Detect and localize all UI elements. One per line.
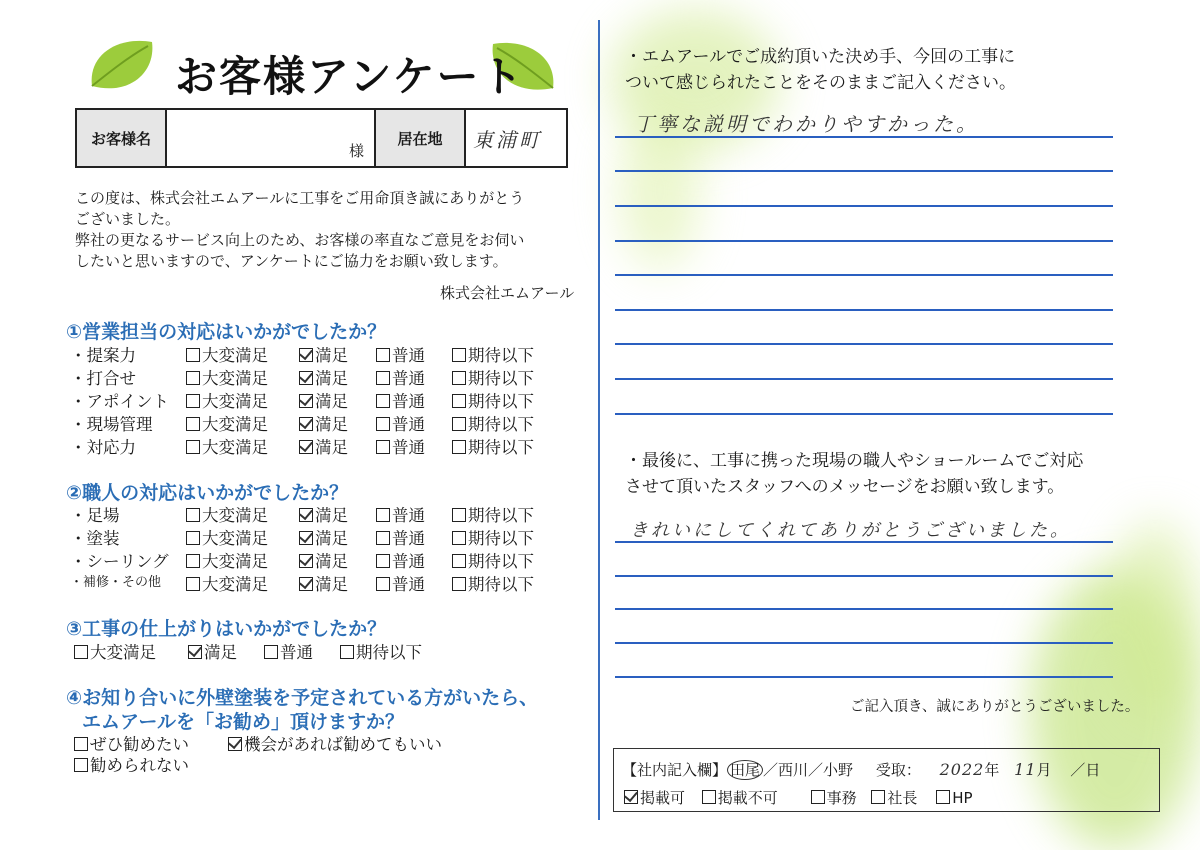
publish-ok-option[interactable]: 掲載可 bbox=[624, 789, 685, 807]
q3-option-4[interactable]: 期待以下 bbox=[340, 639, 422, 663]
checkbox-icon bbox=[376, 371, 390, 385]
checkbox-icon bbox=[186, 348, 200, 362]
checkbox-icon bbox=[376, 531, 390, 545]
checkbox-checked-icon bbox=[188, 645, 202, 659]
checkbox-icon bbox=[186, 577, 200, 591]
office-label: 【社内記入欄】 bbox=[622, 761, 728, 779]
checkbox-icon bbox=[452, 531, 466, 545]
q1-row-label: ・打合せ bbox=[70, 369, 136, 388]
answer-line bbox=[615, 413, 1113, 415]
checkbox-icon bbox=[452, 348, 466, 362]
address-field[interactable] bbox=[465, 109, 567, 167]
q2-option-1[interactable]: 大変満足 bbox=[186, 525, 268, 549]
shacho-option[interactable]: 社長 bbox=[871, 789, 917, 807]
q1-option-4[interactable]: 期待以下 bbox=[452, 342, 534, 366]
q4-option-3[interactable]: 勧められない bbox=[74, 752, 189, 776]
q2-option-3[interactable]: 普通 bbox=[376, 571, 425, 595]
q2-option-3[interactable]: 普通 bbox=[376, 502, 425, 526]
q1-option-3[interactable]: 普通 bbox=[376, 388, 425, 412]
q3-option-2[interactable]: 満足 bbox=[188, 639, 237, 663]
answer-line bbox=[615, 309, 1113, 311]
checkbox-icon bbox=[376, 508, 390, 522]
leaf-icon-left bbox=[86, 36, 158, 96]
q1-option-2[interactable]: 満足 bbox=[299, 388, 348, 412]
q1-option-1[interactable]: 大変満足 bbox=[186, 342, 268, 366]
q4-option-1[interactable]: ぜひ勧めたい bbox=[74, 731, 189, 755]
checkbox-checked-icon bbox=[299, 531, 313, 545]
q2-option-1[interactable]: 大変満足 bbox=[186, 502, 268, 526]
q2-option-3[interactable]: 普通 bbox=[376, 525, 425, 549]
q2-row-label: ・塗装 bbox=[70, 529, 120, 548]
checkbox-checked-icon bbox=[299, 417, 313, 431]
checkbox-checked-icon bbox=[624, 790, 638, 804]
checkbox-checked-icon bbox=[299, 554, 313, 568]
name-label: お客様名 bbox=[76, 109, 166, 167]
q1-option-1[interactable]: 大変満足 bbox=[186, 411, 268, 435]
company-name: 株式会社エムアール bbox=[440, 284, 575, 302]
checkbox-icon bbox=[452, 577, 466, 591]
name-field[interactable] bbox=[166, 109, 375, 167]
answer-line bbox=[615, 274, 1113, 276]
q2-option-4[interactable]: 期待以下 bbox=[452, 571, 534, 595]
staff-tao[interactable]: 田尾 bbox=[727, 760, 763, 780]
q2-heading: ②職人の対応はいかがでしたか？ bbox=[66, 482, 349, 504]
checkbox-icon bbox=[74, 737, 88, 751]
checkbox-icon bbox=[376, 417, 390, 431]
answer-line bbox=[615, 378, 1113, 380]
checkbox-icon bbox=[186, 531, 200, 545]
q1-option-4[interactable]: 期待以下 bbox=[452, 411, 534, 435]
checkbox-icon bbox=[74, 645, 88, 659]
q2-option-3[interactable]: 普通 bbox=[376, 548, 425, 572]
q2-option-4[interactable]: 期待以下 bbox=[452, 502, 534, 526]
q1-option-4[interactable]: 期待以下 bbox=[452, 365, 534, 389]
checkbox-icon bbox=[340, 645, 354, 659]
checkbox-checked-icon bbox=[228, 737, 242, 751]
answer-line bbox=[615, 205, 1113, 207]
checkbox-icon bbox=[376, 554, 390, 568]
q1-option-2[interactable]: 満足 bbox=[299, 411, 348, 435]
checkbox-icon bbox=[376, 440, 390, 454]
q2-option-4[interactable]: 期待以下 bbox=[452, 525, 534, 549]
name-suffix: 様 bbox=[348, 141, 364, 160]
answer-line bbox=[615, 676, 1113, 678]
q2-option-2[interactable]: 満足 bbox=[299, 571, 348, 595]
prompt1: ・エムアールでご成約頂いた決め手、今回の工事に ついて感じられたことをそのままご記入ください。 bbox=[625, 47, 1016, 93]
q1-row-label: ・対応力 bbox=[70, 438, 136, 457]
checkbox-icon bbox=[702, 790, 716, 804]
page-title: お客様アンケート bbox=[175, 52, 525, 101]
q4-option-2[interactable]: 機会があれば勧めてもいい bbox=[228, 731, 442, 755]
received-label: 受取： bbox=[875, 761, 921, 779]
checkbox-icon bbox=[936, 790, 950, 804]
q2-option-1[interactable]: 大変満足 bbox=[186, 571, 268, 595]
checkbox-icon bbox=[186, 417, 200, 431]
checkbox-icon bbox=[376, 394, 390, 408]
q4-heading-line2: エムアールを「お勧め」頂けますか？ bbox=[82, 711, 405, 733]
checkbox-icon bbox=[452, 508, 466, 522]
answer-line bbox=[615, 575, 1113, 577]
q1-option-2[interactable]: 満足 bbox=[299, 342, 348, 366]
q1-row-label: ・提案力 bbox=[70, 346, 136, 365]
checkbox-icon bbox=[452, 371, 466, 385]
q2-option-2[interactable]: 満足 bbox=[299, 525, 348, 549]
checkbox-checked-icon bbox=[299, 508, 313, 522]
checkbox-icon bbox=[74, 758, 88, 772]
prompt2: ・最後に、工事に携った現場の職人やショールームでご対応 させて頂いたスタッフへのメッセージをお願い致します。 bbox=[625, 451, 1084, 497]
checkbox-icon bbox=[186, 554, 200, 568]
publish-ng-option[interactable]: 掲載不可 bbox=[702, 789, 778, 807]
intro-text: この度は、株式会社エムアールに工事をご用命頂き誠にありがとう ございました。 弊社の更なるサービス向上のため、お客様の率直なご意見をお伺い したいと思いますので、アンケートにご協力をお願い致します。 bbox=[75, 189, 525, 270]
checkbox-icon bbox=[264, 645, 278, 659]
address-value: 東浦町 bbox=[473, 127, 542, 152]
received-month[interactable]: 11 bbox=[1014, 760, 1037, 779]
q2-row-label: ・足場 bbox=[70, 506, 120, 525]
checkbox-checked-icon bbox=[299, 348, 313, 362]
q1-option-1[interactable]: 大変満足 bbox=[186, 365, 268, 389]
checkbox-checked-icon bbox=[299, 577, 313, 591]
q1-option-3[interactable]: 普通 bbox=[376, 411, 425, 435]
checkbox-checked-icon bbox=[299, 371, 313, 385]
checkbox-icon bbox=[452, 394, 466, 408]
q4-heading-line1: ④お知り合いに外壁塗装を予定されている方がいたら、 bbox=[66, 687, 539, 709]
answer-line bbox=[615, 170, 1113, 172]
checkbox-icon bbox=[186, 394, 200, 408]
answer-line bbox=[615, 240, 1113, 242]
q3-option-3[interactable]: 普通 bbox=[264, 639, 313, 663]
checkbox-icon bbox=[376, 348, 390, 362]
thanks-text: ご記入頂き、誠にありがとうございました。 bbox=[850, 699, 1140, 715]
q1-option-3[interactable]: 普通 bbox=[376, 365, 425, 389]
checkbox-icon bbox=[186, 508, 200, 522]
q3-heading: ③工事の仕上がりはいかがでしたか？ bbox=[66, 618, 387, 640]
checkbox-icon bbox=[811, 790, 825, 804]
q1-row-label: ・現場管理 bbox=[70, 415, 153, 434]
q1-option-3[interactable]: 普通 bbox=[376, 434, 425, 458]
answer2[interactable]: きれいにしてくれてありがとうございました。 bbox=[630, 520, 1071, 541]
checkbox-icon bbox=[186, 440, 200, 454]
hp-option[interactable]: HP bbox=[936, 789, 972, 807]
q1-heading: ①営業担当の対応はいかがでしたか？ bbox=[66, 321, 387, 343]
q1-option-2[interactable]: 満足 bbox=[299, 434, 348, 458]
checkbox-icon bbox=[376, 577, 390, 591]
checkbox-icon bbox=[871, 790, 885, 804]
q1-option-1[interactable]: 大変満足 bbox=[186, 388, 268, 412]
column-divider bbox=[598, 20, 600, 820]
q1-option-2[interactable]: 満足 bbox=[299, 365, 348, 389]
q2-option-1[interactable]: 大変満足 bbox=[186, 548, 268, 572]
checkbox-icon bbox=[452, 440, 466, 454]
year-unit: 年 bbox=[984, 761, 1000, 779]
answer-line bbox=[615, 343, 1113, 345]
checkbox-checked-icon bbox=[299, 394, 313, 408]
checkbox-icon bbox=[452, 417, 466, 431]
jimu-option[interactable]: 事務 bbox=[811, 789, 857, 807]
staff-others: ／西川／小野 bbox=[763, 761, 854, 779]
answer-line bbox=[615, 642, 1113, 644]
q2-row-label: ・シーリング bbox=[70, 552, 169, 571]
address-label: 居在地 bbox=[375, 109, 465, 167]
answer-line bbox=[615, 541, 1113, 543]
customer-info-table bbox=[75, 108, 568, 168]
q3-option-1[interactable]: 大変満足 bbox=[74, 639, 156, 663]
q1-row-label: ・アポイント bbox=[70, 392, 169, 411]
checkbox-icon bbox=[186, 371, 200, 385]
office-use-box: 【社内記入欄】 田尾 ／西川／小野 受取： 2022年 11月 ／日 掲載可 掲載不可 事務 社長 HP bbox=[613, 748, 1160, 812]
q1-option-1[interactable]: 大変満足 bbox=[186, 434, 268, 458]
answer-line bbox=[615, 136, 1113, 138]
q1-option-3[interactable]: 普通 bbox=[376, 342, 425, 366]
q1-option-4[interactable]: 期待以下 bbox=[452, 434, 534, 458]
checkbox-checked-icon bbox=[299, 440, 313, 454]
q2-option-2[interactable]: 満足 bbox=[299, 548, 348, 572]
month-unit: 月 bbox=[1036, 761, 1052, 779]
answer1[interactable]: 丁寧な説明でわかりやすかった。 bbox=[634, 112, 979, 136]
received-year[interactable]: 2022 bbox=[939, 760, 985, 779]
answer-line bbox=[615, 608, 1113, 610]
checkbox-icon bbox=[452, 554, 466, 568]
q1-option-4[interactable]: 期待以下 bbox=[452, 388, 534, 412]
day-unit: 日 bbox=[1085, 761, 1101, 779]
q2-option-4[interactable]: 期待以下 bbox=[452, 548, 534, 572]
q2-option-2[interactable]: 満足 bbox=[299, 502, 348, 526]
q2-row-label: ・補修・その他 bbox=[70, 575, 162, 590]
